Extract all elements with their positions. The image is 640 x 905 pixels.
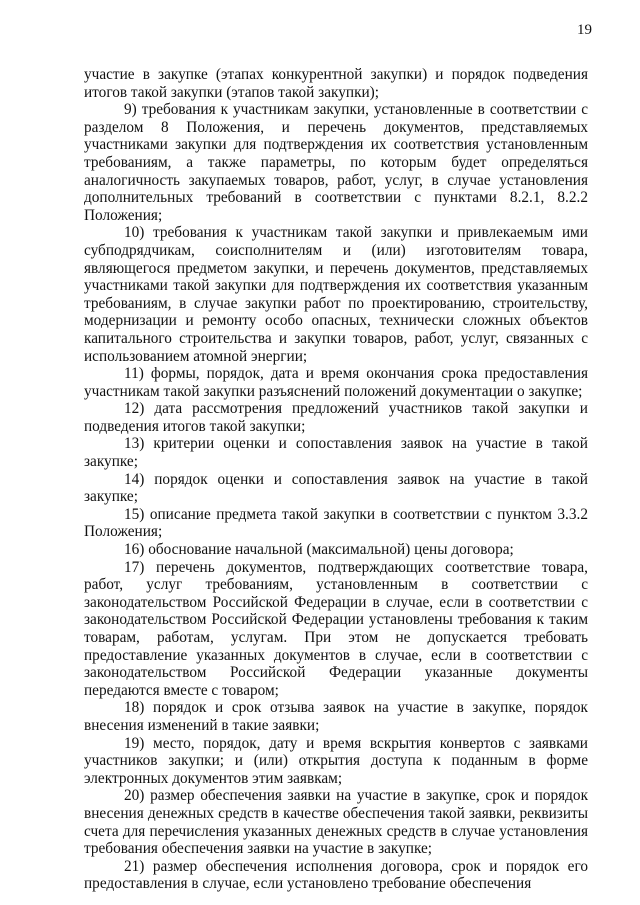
list-item-9: 9) требования к участникам закупки, установленные в соответствии с разделом 8 Положения, и перечень документов, представляемых участниками закупки для подтверждения их соответствия установленным требованиям, а также параметры, по которым будет определяться аналогичность закупаемых товаров, работ, услуг, в случае установления дополнительных требований в соответствии с пунктами 8.2.1, 8.2.2 Положения; [84, 101, 588, 224]
list-item-20: 20) размер обеспечения заявки на участие в закупке, срок и порядок внесения денежных средств в качестве обеспечения такой заявки, реквизиты счета для перечисления указанных денежных средств в случае установления требования обеспечения заявки на участие в закупке; [84, 787, 588, 858]
list-item-15: 15) описание предмета такой закупки в соответствии с пунктом 3.3.2 Положения; [84, 505, 588, 541]
list-item-11: 11) формы, порядок, дата и время окончания срока предоставления участникам такой закупки разъяснений положений документации о закупке; [84, 365, 588, 400]
document-body [84, 66, 588, 893]
paragraph: участие в закупке (этапах конкурентной закупки) и порядок подведения итогов такой закупки (этапов такой закупки); [84, 66, 588, 101]
list-item-16: 16) обоснование начальной (максимальной) цены договора; [124, 541, 514, 559]
list-item-17: 17) перечень документов, подтверждающих соответствие товара, работ, услуг требованиям, установленным в соответствии с законодательством Российской Федерации в случае, если в соответствии с законодательством Российской Федерации установлены требования к таким товарам, работам, услугам. При этом не допускается требовать предоставление указанных документов в случае, если в соответствии с законодательством Российской Федерации указанные документы передаются вместе с товаром; [84, 558, 588, 699]
list-item-18: 18) порядок и срок отзыва заявок на участие в закупке, порядок внесения изменений в такие заявки; [84, 699, 588, 734]
list-item-10: 10) требования к участникам такой закупки и привлекаемым ими субподрядчикам, соисполнителям и (или) изготовителям товара, являющегося предметом закупки, и перечень документов, представляемых участниками такой закупки для подтверждения их соответствия указанным требованиям, в случае закупки работ по проектированию, строительству, модернизации и ремонту особо опасных, технически сложных объектов капитального строительства и закупки товаров, работ, услуг, связанных с использованием атомной энергии; [84, 224, 588, 365]
list-item-19: 19) место, порядок, дату и время вскрытия конвертов с заявками участников закупки; и (или) открытия доступа к поданным в форме электронных документов этим заявкам; [84, 734, 588, 787]
list-item-13: 13) критерии оценки и сопоставления заявок на участие в такой закупке; [84, 435, 588, 471]
list-item-14: 14) порядок оценки и сопоставления заявок на участие в такой закупке; [84, 470, 588, 506]
page-number: 19 [577, 22, 592, 38]
list-item-12: 12) дата рассмотрения предложений участников такой закупки и подведения итогов такой закупки; [84, 400, 588, 435]
list-item-21: 21) размер обеспечения исполнения договора, срок и порядок его предоставления в случае, если установлено требование обеспечения [84, 857, 588, 893]
